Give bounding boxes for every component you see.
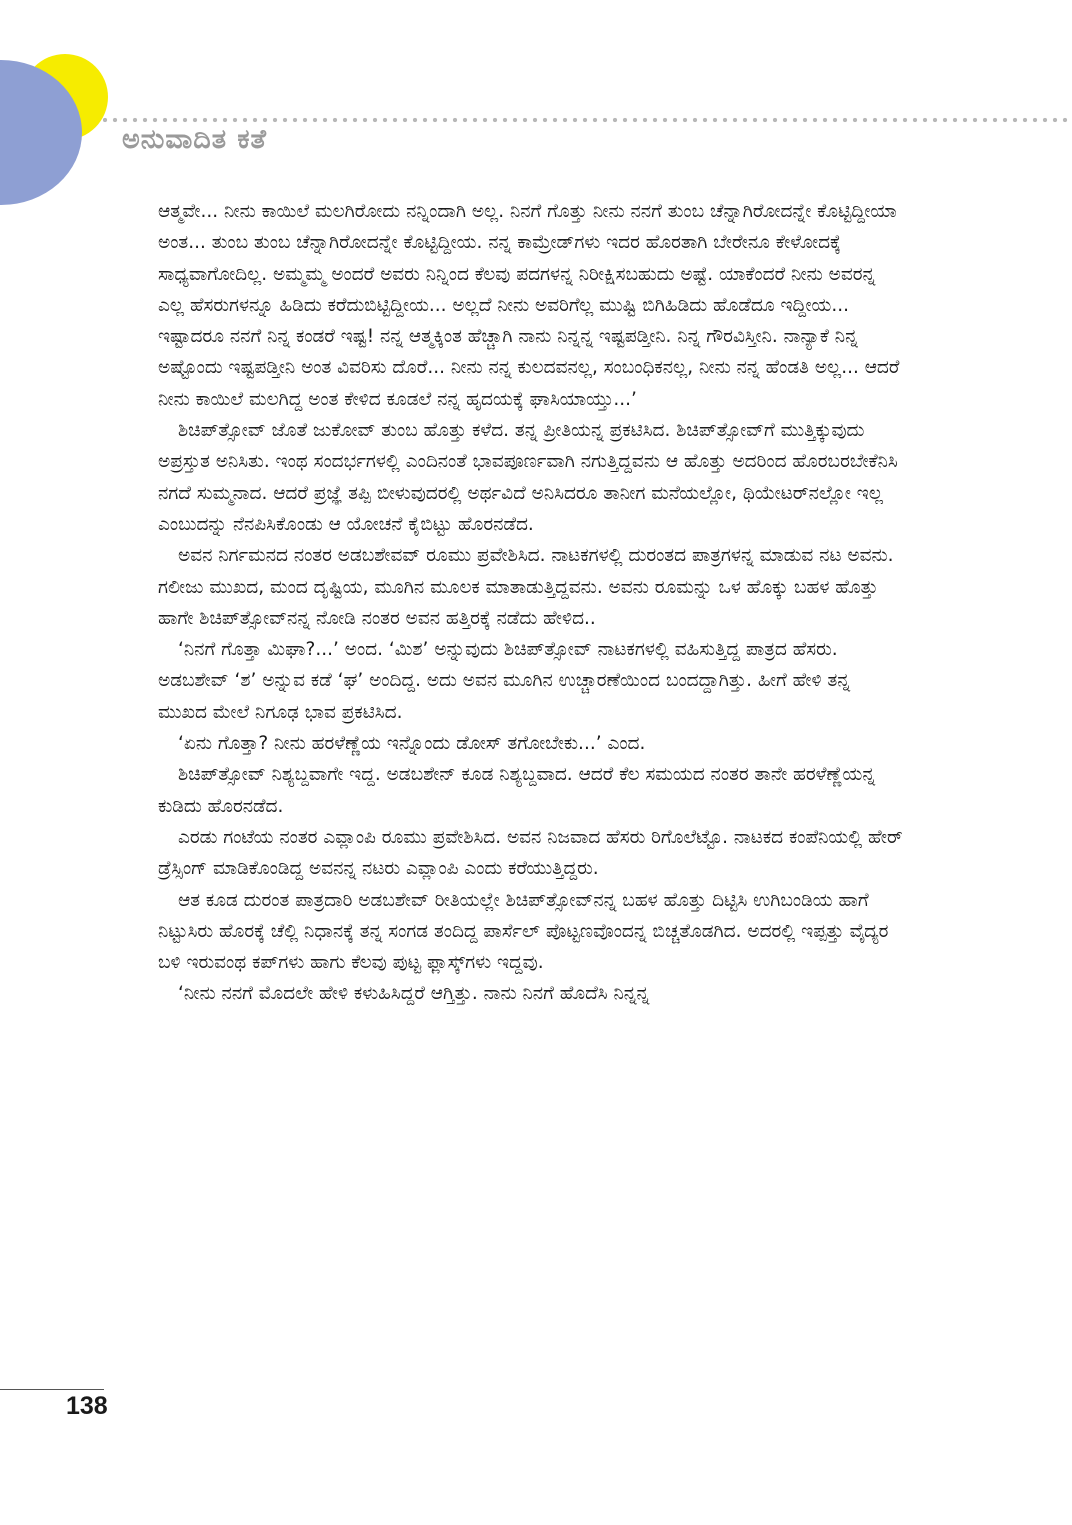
paragraph-6: ಶಿಚಿಪ್‌ತ್ಸೋವ್ ನಿಶ್ಯಬ್ದವಾಗೇ ಇದ್ದ. ಅಡಬಶೇನ್ ಕೂಡ ನಿಶ್ಯಬ್ದವಾದ. ಆದರೆ ಕೆಲ ಸಮಯದ ನಂತರ ತಾನೇ ಹರಳೆಣ್ಣೆಯನ್ನ ಕುಡಿದು ಹೊರನಡೆದ.	[158, 764, 876, 817]
paragraph-2: ಶಿಚಿಪ್‌ತ್ಸೋವ್ ಜೊತೆ ಜುಕೋವ್ ತುಂಬ ಹೊತ್ತು ಕಳೆದ. ತನ್ನ ಪ್ರೀತಿಯನ್ನ ಪ್ರಕಟಿಸಿದ. ಶಿಚಿಪ್‌ತ್ಸೋವ್‌ಗೆ ಮುತ್ತಿಕ್ಕುವುದು ಅಪ್ರಸ್ತುತ ಅನಿಸಿತು. ಇಂಥ ಸಂದರ್ಭಗಳಲ್ಲಿ ಎಂದಿನಂತೆ ಭಾವಪೂರ್ಣವಾಗಿ ನಗುತ್ತಿದ್ದವನು ಆ ಹೊತ್ತು ಅದರಿಂದ ಹೊರಬರಬೇಕೆನಿಸಿ ನಗದೆ ಸುಮ್ಮನಾದ. ಆದರೆ ಪ್ರಜ್ಞೆ ತಪ್ಪಿ ಬೀಳುವುದರಲ್ಲಿ ಅರ್ಥವಿದೆ ಅನಿಸಿದರೂ ತಾನೀಗ ಮನೆಯಲ್ಲೋ, ಥಿಯೇಟರ್‌ನಲ್ಲೋ ಇಲ್ಲ ಎಂಬುದನ್ನು ನೆನಪಿಸಿಕೊಂಡು ಆ ಯೋಚನೆ ಕೈಬಿಟ್ಟು ಹೊರನಡೆದ.	[158, 420, 898, 535]
dotted-header-rule	[100, 117, 1072, 123]
paragraph-5: ‘ಏನು ಗೊತ್ತಾ? ನೀನು ಹರಳೆಣ್ಣೆಯ ಇನ್ನೊಂದು ಡೋಸ್ ತಗೋಬೇಕು...’ ಎಂದ.	[178, 733, 646, 755]
footer-rule	[0, 1389, 104, 1390]
story-body	[158, 196, 903, 1010]
paragraph-3: ಅವನ ನಿರ್ಗಮನದ ನಂತರ ಅಡಬಶೇವವ್ ರೂಮು ಪ್ರವೇಶಿಸಿದ. ನಾಟಕಗಳಲ್ಲಿ ದುರಂತದ ಪಾತ್ರಗಳನ್ನ ಮಾಡುವ ನಟ ಅವನು. ಗಲೀಜು ಮುಖದ, ಮಂದ ದೃಷ್ಟಿಯ, ಮೂಗಿನ ಮೂಲಕ ಮಾತಾಡುತ್ತಿದ್ದವನು. ಅವನು ರೂಮನ್ನು ಒಳ ಹೊಕ್ಕು ಬಹಳ ಹೊತ್ತು ಹಾಗೇ ಶಿಚಿಪ್‌ತ್ಸೋವ್‌ನನ್ನ ನೋಡಿ ನಂತರ ಅವನ ಹತ್ತಿರಕ್ಕೆ ನಡೆದು ಹೇಳಿದ..	[158, 545, 894, 629]
paragraph-4: ‘ನಿನಗೆ ಗೊತ್ತಾ ಮಿಘಾ?...’ ಅಂದ. ‘ಮಿಶ’ ಅನ್ನುವುದು ಶಿಚಿಪ್‌ತ್ಸೋವ್ ನಾಟಕಗಳಲ್ಲಿ ವಹಿಸುತ್ತಿದ್ದ ಪಾತ್ರದ ಹೆಸರು. ಅಡಬಶೇವ್ ‘ಶ’ ಅನ್ನುವ ಕಡೆ ‘ಘ’ ಅಂದಿದ್ದ. ಅದು ಅವನ ಮೂಗಿನ ಉಚ್ಚಾರಣೆಯಿಂದ ಬಂದದ್ದಾಗಿತ್ತು. ಹೀಗೆ ಹೇಳಿ ತನ್ನ ಮುಖದ ಮೇಲೆ ನಿಗೂಢ ಭಾವ ಪ್ರಕಟಿಸಿದ.	[158, 639, 851, 723]
page-number: 138	[66, 1392, 108, 1420]
paragraph-1: ಆತ್ಮವೇ... ನೀನು ಕಾಯಿಲೆ ಮಲಗಿರೋದು ನನ್ನಿಂದಾಗಿ ಅಲ್ಲ. ನಿನಗೆ ಗೊತ್ತು ನೀನು ನನಗೆ ತುಂಬ ಚೆನ್ನಾಗಿರೋದನ್ನೇ ಕೊಟ್ಟಿದ್ದೀಯಾ ಅಂತ... ತುಂಬ ತುಂಬ ಚೆನ್ನಾಗಿರೋದನ್ನೇ ಕೊಟ್ಟಿದ್ದೀಯ. ನನ್ನ ಕಾಮ್ರೇಡ್‌ಗಳು ಇದರ ಹೊರತಾಗಿ ಬೇರೇನೂ ಕೇಳೋದಕ್ಕೆ ಸಾಧ್ಯವಾಗೋದಿಲ್ಲ. ಅಮ್ಮಮ್ಮ ಅಂದರೆ ಅವರು ನಿನ್ನಿಂದ ಕೆಲವು ಪದಗಳನ್ನ ನಿರೀಕ್ಷಿಸಬಹುದು ಅಷ್ಟೆ. ಯಾಕೆಂದರೆ ನೀನು ಅವರನ್ನ ಎಲ್ಲ ಹೆಸರುಗಳನ್ನೂ ಹಿಡಿದು ಕರೆದುಬಿಟ್ಟಿದ್ದೀಯ... ಅಲ್ಲದೆ ನೀನು ಅವರಿಗೆಲ್ಲ ಮುಷ್ಟಿ ಬಿಗಿಹಿಡಿದು ಹೊಡೆದೂ ಇದ್ದೀಯ... ಇಷ್ಟಾದರೂ ನನಗೆ ನಿನ್ನ ಕಂಡರೆ ಇಷ್ಟ! ನನ್ನ ಆತ್ಮಕ್ಕಿಂತ ಹೆಚ್ಚಾಗಿ ನಾನು ನಿನ್ನನ್ನ ಇಷ್ಟಪಡ್ತೀನಿ. ನಿನ್ನ ಗೌರವಿಸ್ತೀನಿ. ನಾನ್ಯಾಕೆ ನಿನ್ನ ಅಷ್ಟೊಂದು ಇಷ್ಟಪಡ್ತೀನಿ ಅಂತ ವಿವರಿಸು ದೊರೆ... ನೀನು ನನ್ನ ಕುಲದವನಲ್ಲ, ಸಂಬಂಧಿಕನಲ್ಲ, ನೀನು ನನ್ನ ಹೆಂಡತಿ ಅಲ್ಲ... ಆದರೆ ನೀನು ಕಾಯಿಲೆ ಮಲಗಿದ್ದ ಅಂತ ಕೇಳಿದ ಕೂಡಲೆ ನನ್ನ ಹೃದಯಕ್ಕೆ ಘಾಸಿಯಾಯ್ತು...’	[158, 201, 900, 410]
paragraph-7: ಎರಡು ಗಂಟೆಯ ನಂತರ ಎವ್ಲಾಂಪಿ ರೂಮು ಪ್ರವೇಶಿಸಿದ. ಅವನ ನಿಜವಾದ ಹೆಸರು ರಿಗೊಲೆಟ್ಟೊ. ನಾಟಕದ ಕಂಪೆನಿಯಲ್ಲಿ ಹೇರ್ ಡ್ರೆಸ್ಸಿಂಗ್ ಮಾಡಿಕೊಂಡಿದ್ದ ಅವನನ್ನ ನಟರು ಎವ್ಲಾಂಪಿ ಎಂದು ಕರೆಯುತ್ತಿದ್ದರು.	[158, 826, 903, 880]
paragraph-8: ಆತ ಕೂಡ ದುರಂತ ಪಾತ್ರದಾರಿ ಅಡಬಶೇವ್ ರೀತಿಯಲ್ಲೇ ಶಿಚಿಪ್‌ತ್ಸೋವ್‌ನನ್ನ ಬಹಳ ಹೊತ್ತು ದಿಟ್ಟಿಸಿ ಉಗಿಬಂಡಿಯ ಹಾಗೆ ನಿಟ್ಟುಸಿರು ಹೊರಕ್ಕೆ ಚೆಲ್ಲಿ ನಿಧಾನಕ್ಕೆ ತನ್ನ ಸಂಗಡ ತಂದಿದ್ದ ಪಾರ್ಸೆಲ್ ಪೊಟ್ಟಣವೊಂದನ್ನ ಬಿಚ್ಚತೊಡಗಿದ. ಅದರಲ್ಲಿ ಇಪ್ಪತ್ತು ವೈದ್ಯರ ಬಳಿ ಇರುವಂಥ ಕಪ್‌ಗಳು ಹಾಗು ಕೆಲವು ಪುಟ್ಟ ಫ್ಲಾಸ್ಕ್‌ಗಳು ಇದ್ದವು.	[158, 889, 889, 974]
section-title: ಅನುವಾದಿತ ಕತೆ	[122, 124, 267, 155]
paragraph-9: ‘ನೀನು ನನಗೆ ಮೊದಲೇ ಹೇಳಿ ಕಳುಹಿಸಿದ್ದರೆ ಆಗ್ತಿತ್ತು. ನಾನು ನಿನಗೆ ಹೊದೆಸಿ ನಿನ್ನನ್ನ	[178, 983, 650, 1005]
